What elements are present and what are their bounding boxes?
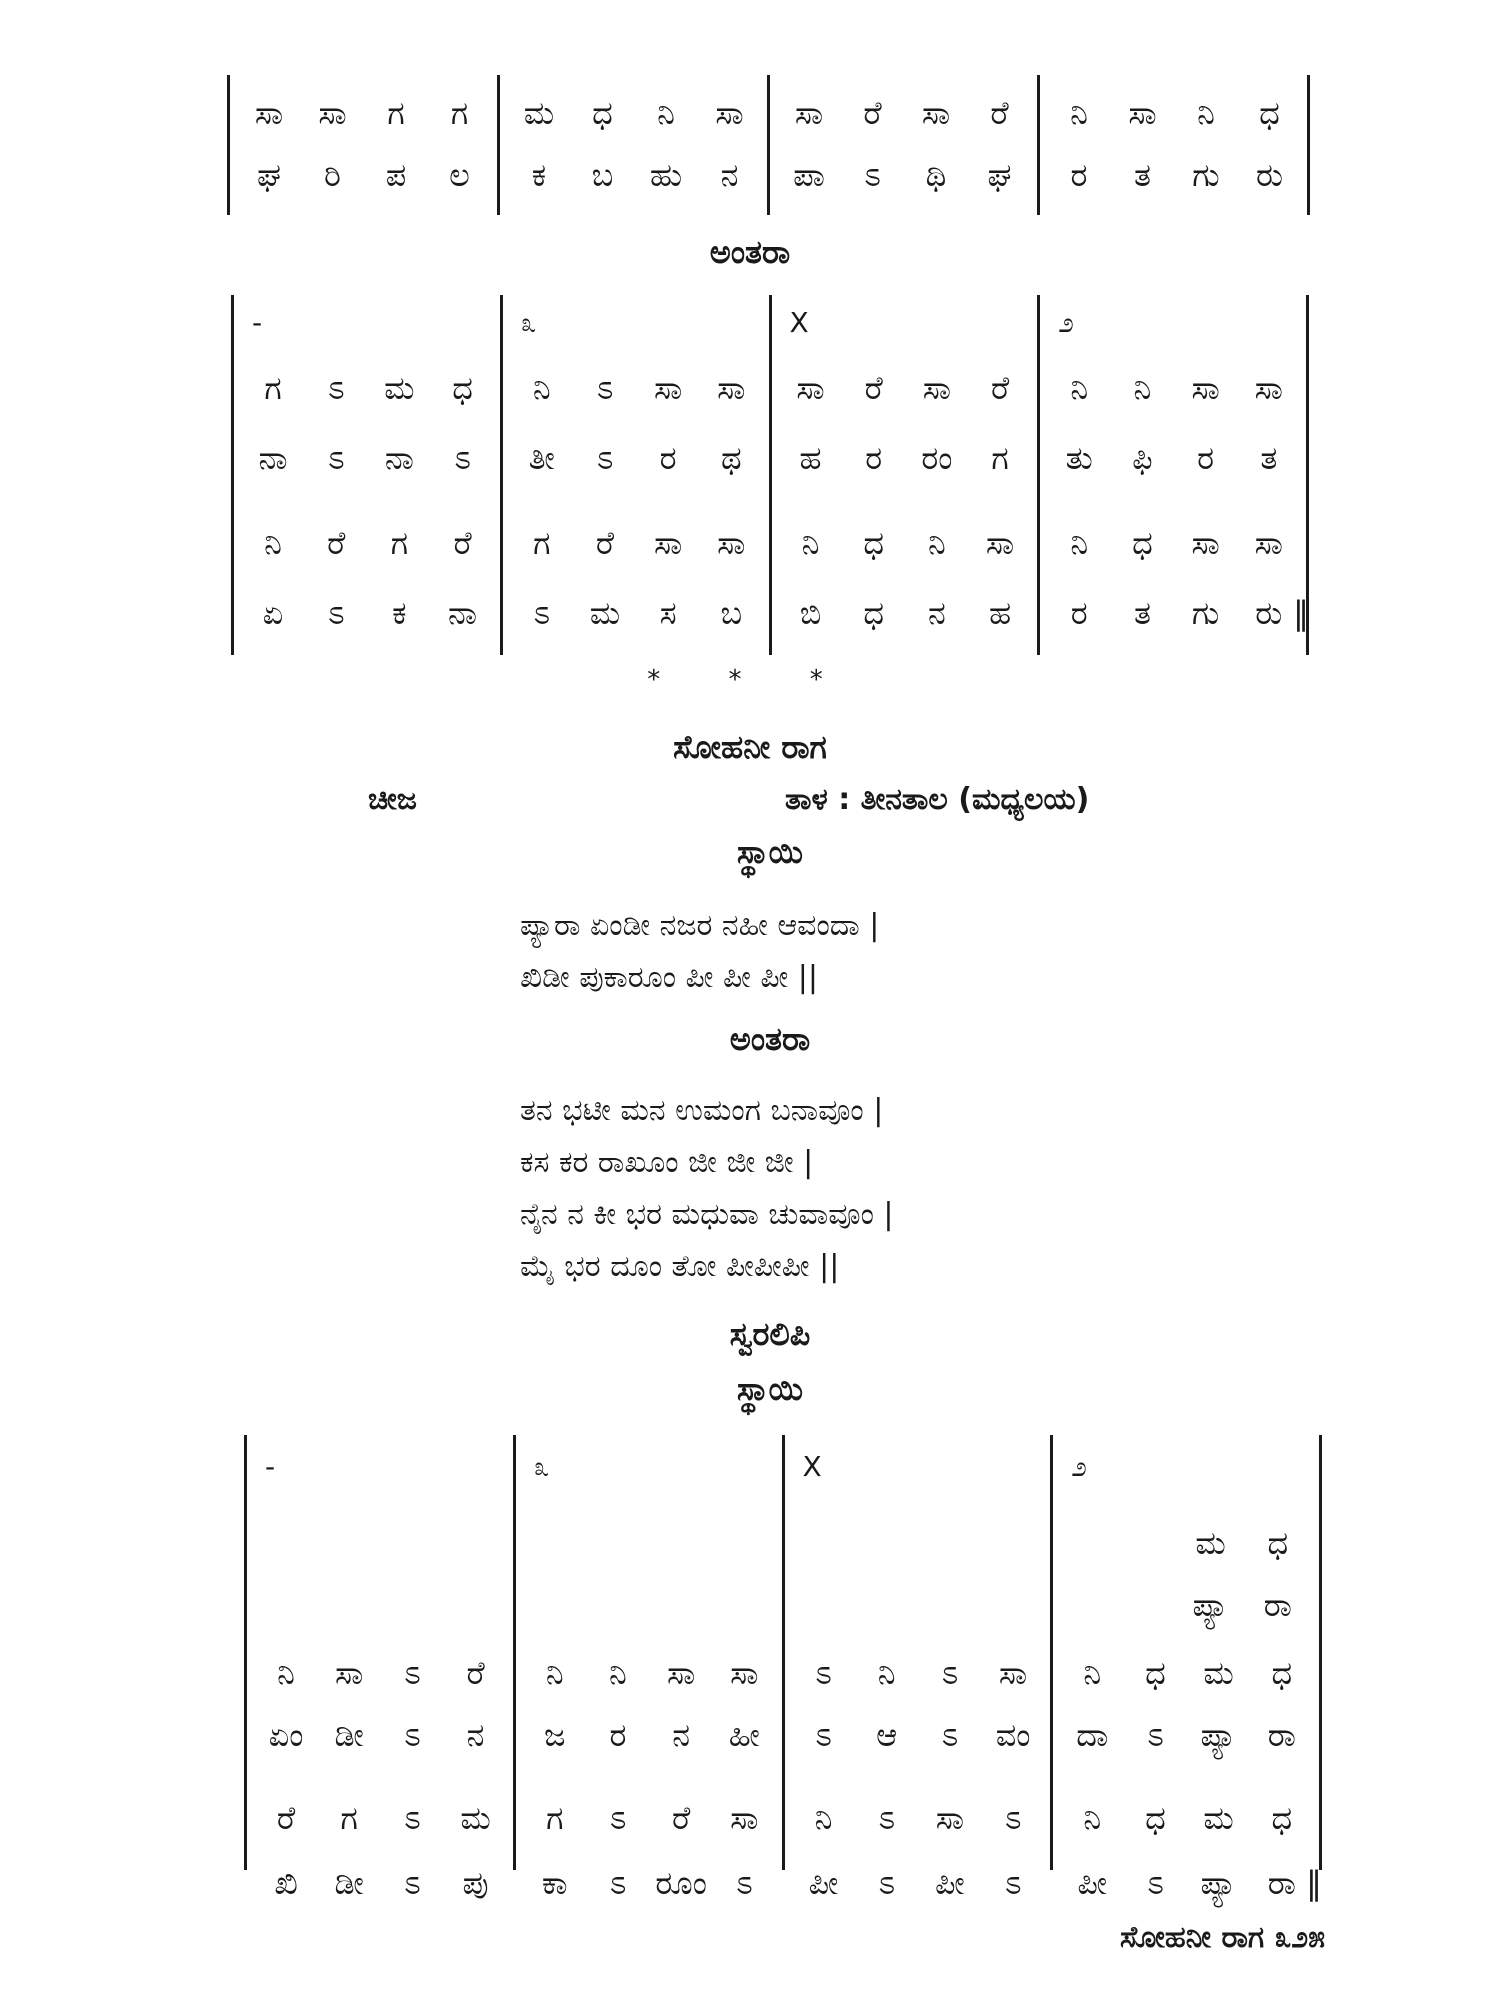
lyric-syllable: ಪ	[385, 156, 407, 194]
lyric-syllable: ಽ	[454, 439, 472, 477]
swara-note: ಸಾ	[794, 94, 824, 132]
bar-line	[767, 75, 770, 215]
bar-line	[1050, 1435, 1053, 1870]
swara-note: ನಿ	[1133, 369, 1152, 407]
lyric-syllable: ಏ	[262, 594, 284, 632]
swara-note: ಧ	[452, 369, 473, 407]
swara-note: ಸಾ	[666, 1654, 696, 1692]
antara-lyrics	[520, 1085, 894, 1293]
bar-line	[231, 295, 234, 655]
lyric-syllable: ಽ	[735, 1864, 753, 1902]
lyric-syllable: ಗ	[991, 439, 1009, 477]
swara-note: ನಿ	[1070, 94, 1088, 132]
lyric-syllable: ಬ	[591, 156, 614, 194]
lyric-syllable: ಹ	[799, 439, 822, 477]
lyric-syllable: ಪಾ	[793, 156, 825, 194]
swara-note: ನಿ	[264, 524, 282, 562]
lyric-syllable: ರಂ	[921, 439, 953, 477]
swara-note: ಽ	[815, 1654, 832, 1692]
lyric-syllable: ಽ	[864, 156, 881, 194]
swara-note: ನಿ	[814, 1799, 833, 1837]
swara-note: ಮ	[384, 369, 415, 407]
lyric-syllable: ನಾ	[448, 594, 478, 632]
lyric-syllable: ರ	[865, 439, 883, 477]
swara-note: ನಿ	[1070, 369, 1089, 407]
swara-note: ಧ	[1271, 1654, 1293, 1692]
swara-note: ಽ	[403, 1799, 421, 1837]
page-footer: ಸೋಹನೀ ರಾಗ ೩೨೫	[1120, 1920, 1325, 1955]
lyric-syllable: ಏಂ	[268, 1716, 304, 1754]
swara-note: ಸಾ	[985, 524, 1015, 562]
lyric-syllable: ಽ	[403, 1864, 421, 1902]
lyric-syllable: ಲ	[449, 156, 470, 194]
taal-marker: ೨	[1058, 306, 1074, 339]
lyric-syllable: ಽ	[596, 439, 614, 477]
lyric-syllable: ದಾ	[1076, 1716, 1109, 1754]
swara-note: ಸಾ	[717, 524, 746, 562]
lyric-syllable: ಽ	[327, 594, 345, 632]
lyric-syllable: ಖಿ	[274, 1864, 298, 1902]
bar-line	[1307, 75, 1310, 215]
lyric-syllable: ಽ	[941, 1716, 959, 1754]
lyric-line: ಪ್ಯಾರಾ ಏಂಡೀ ನಜರ ನಹೀ ಆವಂದಾ |	[520, 908, 880, 943]
lyric-syllable: ನ	[672, 1716, 691, 1754]
taal-marker: ೩	[533, 1450, 550, 1483]
bar-line	[513, 1435, 516, 1870]
lyric-syllable: ಽ	[1146, 1864, 1164, 1902]
lyric-syllable: ಬಿ	[799, 594, 822, 632]
lyric-syllable: ರಿ	[324, 156, 341, 194]
swara-note: ಸಾ	[1254, 524, 1283, 562]
lyric-syllable: ನ	[466, 1716, 485, 1754]
taal-marker: X	[789, 306, 809, 339]
swara-note: ಽ	[941, 1654, 959, 1692]
lyric-syllable: ಫಿ	[1132, 439, 1153, 477]
lyric-syllable: ಧ	[863, 594, 885, 632]
lyric-syllable: ಡೀ	[334, 1716, 364, 1754]
lyric-syllable: ತು	[1065, 439, 1093, 477]
swara-note: ಸಾ	[1191, 524, 1220, 562]
bar-line	[1319, 1435, 1322, 1870]
lyric-syllable: ಗು	[1191, 594, 1220, 632]
swara-note: ಗ	[390, 524, 409, 562]
swara-note: ಸಾ	[796, 369, 825, 407]
lyric-syllable: ಽ	[815, 1716, 832, 1754]
lyric-syllable: ಘ	[987, 156, 1012, 194]
swara-note: ಗ	[387, 94, 405, 132]
antara-heading: ಅಂತರಾ	[709, 233, 791, 271]
bar-line	[244, 1435, 247, 1870]
pickup-note: ಧ	[1267, 1524, 1289, 1562]
swara-note: ಸಾ	[730, 1654, 759, 1692]
lyric-line: ತನ ಭಟೀ ಮನ ಉಮಂಗ ಬನಾವೂಂ |	[520, 1093, 884, 1128]
antara-notation-grid	[232, 295, 1307, 655]
lyric-syllable: ರ	[609, 1716, 627, 1754]
lyric-line: ಖಿಡೀ ಪುಕಾರೂಂ ಪೀ ಪೀ ಪೀ ||	[520, 960, 818, 995]
cheeja-label: ಚೀಜ	[368, 782, 417, 817]
swara-note: ಗ	[546, 1799, 564, 1837]
bar-line	[1037, 295, 1040, 655]
lyric-syllable: ಽ	[327, 439, 345, 477]
lyric-syllable: ಕ	[531, 156, 547, 194]
lyric-syllable: ರು	[1255, 594, 1283, 632]
swara-note: ಸಾ	[730, 1799, 759, 1837]
swara-note: ಽ	[1004, 1799, 1022, 1837]
lyric-syllable: ಪ್ಯಾ	[1200, 1864, 1237, 1902]
lyric-syllable: ಽ	[878, 1864, 896, 1902]
lyric-syllable: ಬ	[720, 594, 743, 632]
swara-note: ನಿ	[277, 1654, 295, 1692]
lyric-syllable: ಽ	[1004, 1864, 1022, 1902]
swara-note: ಸಾ	[998, 1654, 1028, 1692]
swara-note: ಧ	[1145, 1654, 1166, 1692]
lyric-syllable: ಕಾ	[541, 1864, 568, 1902]
lyric-syllable: ರ	[659, 439, 677, 477]
swara-note: ಽ	[403, 1654, 421, 1692]
swara-note: ಸಾ	[935, 1799, 965, 1837]
swara-note: ಸಾ	[717, 369, 746, 407]
swara-note: ನಿ	[801, 524, 820, 562]
swara-note: ನಿ	[927, 524, 946, 562]
sthayi-notation-grid	[245, 1435, 1322, 1902]
lyric-syllable: ವಂ	[995, 1716, 1031, 1754]
swara-note: ಽ	[596, 369, 614, 407]
bar-line	[1037, 75, 1040, 215]
swara-note: ರೆ	[990, 94, 1009, 132]
swara-note: ರೆ	[466, 1654, 485, 1692]
lyric-syllable: ಽ	[533, 594, 551, 632]
swara-note: ನಿ	[1083, 1799, 1102, 1837]
swara-note: ನಿ	[532, 369, 551, 407]
swaralipi-heading: ಸ್ವರಲಿಪಿ	[729, 1315, 811, 1353]
lyric-syllable: ಪೀ	[808, 1864, 839, 1902]
swara-note: ಸಾ	[1254, 369, 1283, 407]
lyric-syllable: ಸ	[659, 594, 677, 632]
lyric-syllable: ಽ	[609, 1864, 627, 1902]
swara-note: ಸಾ	[715, 94, 744, 132]
lyric-syllable: ಪು	[462, 1864, 489, 1902]
lyric-syllable: ಆ	[876, 1716, 898, 1754]
lyric-syllable: ಽ	[403, 1716, 421, 1754]
swara-note: ಽ	[327, 369, 345, 407]
lyric-syllable: ಮ	[589, 594, 621, 632]
lyric-syllable: ಹ	[988, 594, 1012, 632]
swara-note: ನಿ	[609, 1654, 627, 1692]
taal-marker: ೩	[520, 306, 537, 339]
swara-note: ನಿ	[1197, 94, 1215, 132]
raga-title: ಸೋಹನೀ ರಾಗ	[673, 728, 827, 766]
lyric-syllable: ನಾ	[384, 439, 414, 477]
lyric-syllable: ಥ	[720, 439, 742, 477]
swara-note: ಗ	[264, 369, 282, 407]
swara-note: ರೆ	[864, 369, 883, 407]
lyric-syllable: ಪೀ	[1077, 1864, 1108, 1902]
lyric-syllable: ರಾ	[1267, 1716, 1296, 1754]
swara-note: ಸಾ	[1191, 369, 1220, 407]
swara-note: ರೆ	[453, 524, 472, 562]
lyric-syllable: ಜ	[543, 1716, 566, 1754]
swara-note: ಽ	[609, 1799, 627, 1837]
lyric-syllable: ಹು	[649, 156, 683, 194]
lyric-syllable: ನಾ	[258, 439, 288, 477]
lyric-syllable: ರ	[1070, 156, 1088, 194]
sthayi-lyrics	[520, 900, 879, 1004]
swara-note: ಮ	[460, 1799, 491, 1837]
swara-note: ಮ	[523, 94, 555, 132]
swara-note: ಸಾ	[254, 94, 284, 132]
lyric-syllable: ನ	[927, 594, 946, 632]
lyric-syllable: ರು	[1255, 156, 1284, 194]
taala-label: ತಾಳ : ತೀನತಾಲ (ಮಧ್ಯಲಯ)	[785, 782, 1090, 817]
sthayi-heading-2: ಸ್ಥಾಯಿ	[737, 1370, 803, 1408]
swara-note: ರೆ	[863, 94, 882, 132]
lyric-syllable: ತ	[1260, 439, 1278, 477]
swara-note: ಧ	[1132, 524, 1153, 562]
taal-marker: -	[252, 306, 263, 339]
taal-marker: ೨	[1071, 1450, 1087, 1483]
lyric-syllable: ಪ್ಯಾ	[1200, 1716, 1237, 1754]
swara-note: ಸಾ	[318, 94, 347, 132]
lyric-syllable: ರೂಂ	[655, 1864, 707, 1902]
swara-note: ಽ	[878, 1799, 896, 1837]
lyric-syllable: ಘ	[256, 156, 282, 194]
swara-note: ನಿ	[877, 1654, 896, 1692]
separator-stars: * * *	[647, 665, 853, 695]
lyric-syllable: ಗು	[1192, 156, 1220, 194]
swara-note: ಸಾ	[335, 1654, 364, 1692]
swara-note: ಸಾ	[922, 369, 952, 407]
swara-note: ನಿ	[657, 94, 675, 132]
swara-note: ನಿ	[1083, 1654, 1102, 1692]
lyric-syllable: ಪೀ	[935, 1864, 965, 1902]
swara-note: ಧ	[592, 94, 613, 132]
swara-note: ಧ	[1259, 94, 1280, 132]
lyric-syllable: ಽ	[1146, 1716, 1164, 1754]
bar-line	[782, 1435, 785, 1870]
lyric-line: ನೈನ ನ ಕೀ ಭರ ಮಧುವಾ ಚುವಾವೂಂ |	[520, 1197, 894, 1232]
swara-note: ಧ	[1145, 1799, 1166, 1837]
pickup-note: ರಾ	[1263, 1586, 1292, 1624]
bar-line	[500, 295, 503, 655]
swara-note: ನಿ	[545, 1654, 564, 1692]
lyric-syllable: ರ	[1197, 439, 1215, 477]
lyric-syllable: ರಾ	[1267, 1864, 1296, 1902]
swara-note: ರೆ	[595, 524, 615, 562]
lyric-syllable: ತ	[1134, 156, 1151, 194]
swara-note: ನಿ	[1070, 524, 1089, 562]
lyric-line: ಕಸ ಕರ ರಾಖೂಂ ಜೀ ಜೀ ಜೀ |	[520, 1145, 814, 1180]
lyric-syllable: ನ	[720, 156, 739, 194]
antara-heading-2: ಅಂತರಾ	[729, 1020, 811, 1058]
lyric-line: ಮೈ ಭರ ದೂಂ ತೋ ಪೀಪೀಪೀ ||	[520, 1249, 840, 1284]
pickup-note: ಮ	[1195, 1524, 1226, 1562]
lyric-syllable: ಡೀ	[334, 1864, 364, 1902]
swara-note: ರೆ	[990, 369, 1010, 407]
swara-note: ರೆ	[276, 1799, 296, 1837]
swara-note: ಗ	[533, 524, 551, 562]
swara-note: ರೆ	[327, 524, 346, 562]
taal-marker: -	[265, 1450, 276, 1483]
swara-note: ರೆ	[672, 1799, 691, 1837]
end-double-bar: ‖	[1293, 594, 1309, 632]
swara-note: ಗ	[340, 1799, 358, 1837]
swara-note: ಗ	[450, 94, 469, 132]
lyric-syllable: ತೀ	[528, 439, 555, 477]
swara-note: ಸಾ	[1128, 94, 1157, 132]
swara-note: ಸಾ	[653, 369, 683, 407]
swara-note: ಸಾ	[921, 94, 951, 132]
top-notation-grid	[228, 75, 1308, 215]
sthayi-heading: ಸ್ಥಾಯಿ	[737, 833, 803, 871]
lyric-syllable: ಥಿ	[925, 156, 947, 194]
pickup-note: ಪ್ಯಾ	[1192, 1586, 1229, 1624]
end-double-bar: ‖	[1306, 1864, 1322, 1902]
swara-note: ಸಾ	[653, 524, 683, 562]
bar-line	[227, 75, 230, 215]
swara-note: ಮ	[1203, 1654, 1234, 1692]
swara-note: ಧ	[1271, 1799, 1293, 1837]
bar-line	[769, 295, 772, 655]
taal-marker: X	[802, 1450, 822, 1483]
lyric-syllable: ತ	[1133, 594, 1151, 632]
lyric-syllable: ರ	[1070, 594, 1088, 632]
swara-note: ಧ	[863, 524, 885, 562]
bar-line	[497, 75, 500, 215]
lyric-syllable: ಕ	[392, 594, 407, 632]
lyric-syllable: ಹೀ	[728, 1716, 760, 1754]
swara-note: ಮ	[1203, 1799, 1234, 1837]
